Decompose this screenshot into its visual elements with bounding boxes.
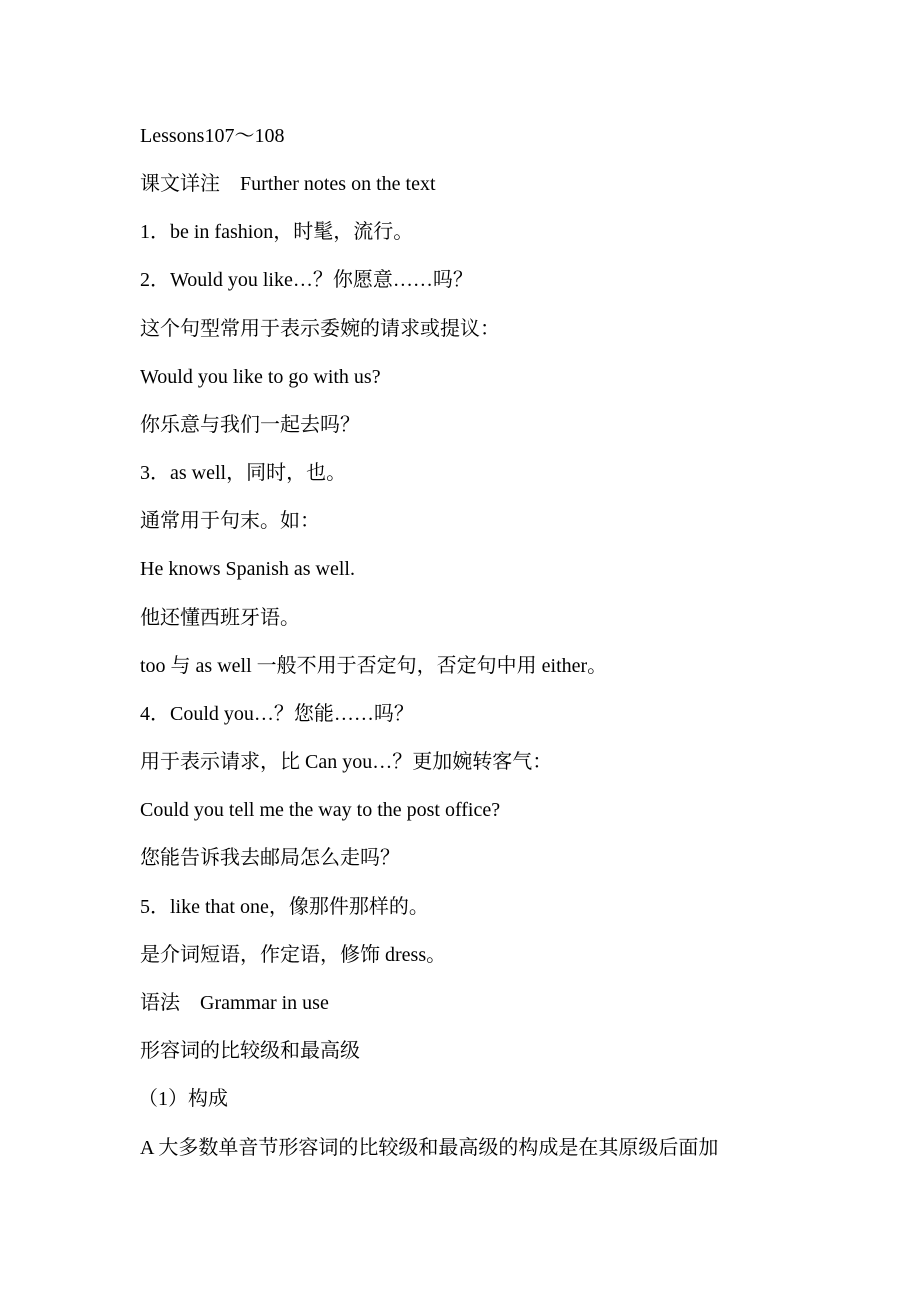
note-item-3: 3．as well，同时，也。: [140, 462, 347, 484]
note-explanation: 是介词短语，作定语，修饰 dress。: [140, 944, 447, 966]
example-translation: 您能告诉我去邮局怎么走吗？: [140, 847, 400, 869]
example-sentence: He knows Spanish as well.: [140, 558, 355, 580]
note-item-2: 2．Would you like…？你愿意……吗？: [140, 269, 473, 291]
example-sentence: Could you tell me the way to the post office?: [140, 799, 501, 821]
grammar-topic: 形容词的比较级和最高级: [140, 1040, 360, 1062]
example-translation: 他还懂西班牙语。: [140, 607, 300, 629]
note-explanation: 这个句型常用于表示委婉的请求或提议：: [140, 318, 500, 340]
note-explanation: 通常用于句末。如：: [140, 510, 320, 532]
note-explanation: too 与 as well 一般不用于否定句，否定句中用 either。: [140, 655, 608, 677]
note-item-5: 5．like that one，像那件那样的。: [140, 896, 429, 918]
note-item-1: 1．be in fashion，时髦，流行。: [140, 221, 414, 243]
lesson-title: Lessons107～108: [140, 125, 285, 147]
example-sentence: Would you like to go with us?: [140, 366, 381, 388]
grammar-rule-a: A 大多数单音节形容词的比较级和最高级的构成是在其原级后面加: [140, 1137, 719, 1159]
note-explanation: 用于表示请求，比 Can you…？更加婉转客气：: [140, 751, 553, 773]
section-heading-notes: 课文详注 Further notes on the text: [140, 173, 436, 195]
example-translation: 你乐意与我们一起去吗？: [140, 414, 360, 436]
subsection-heading: （1）构成: [138, 1088, 228, 1110]
note-item-4: 4．Could you…？您能……吗？: [140, 703, 414, 725]
section-heading-grammar: 语法 Grammar in use: [140, 992, 329, 1014]
